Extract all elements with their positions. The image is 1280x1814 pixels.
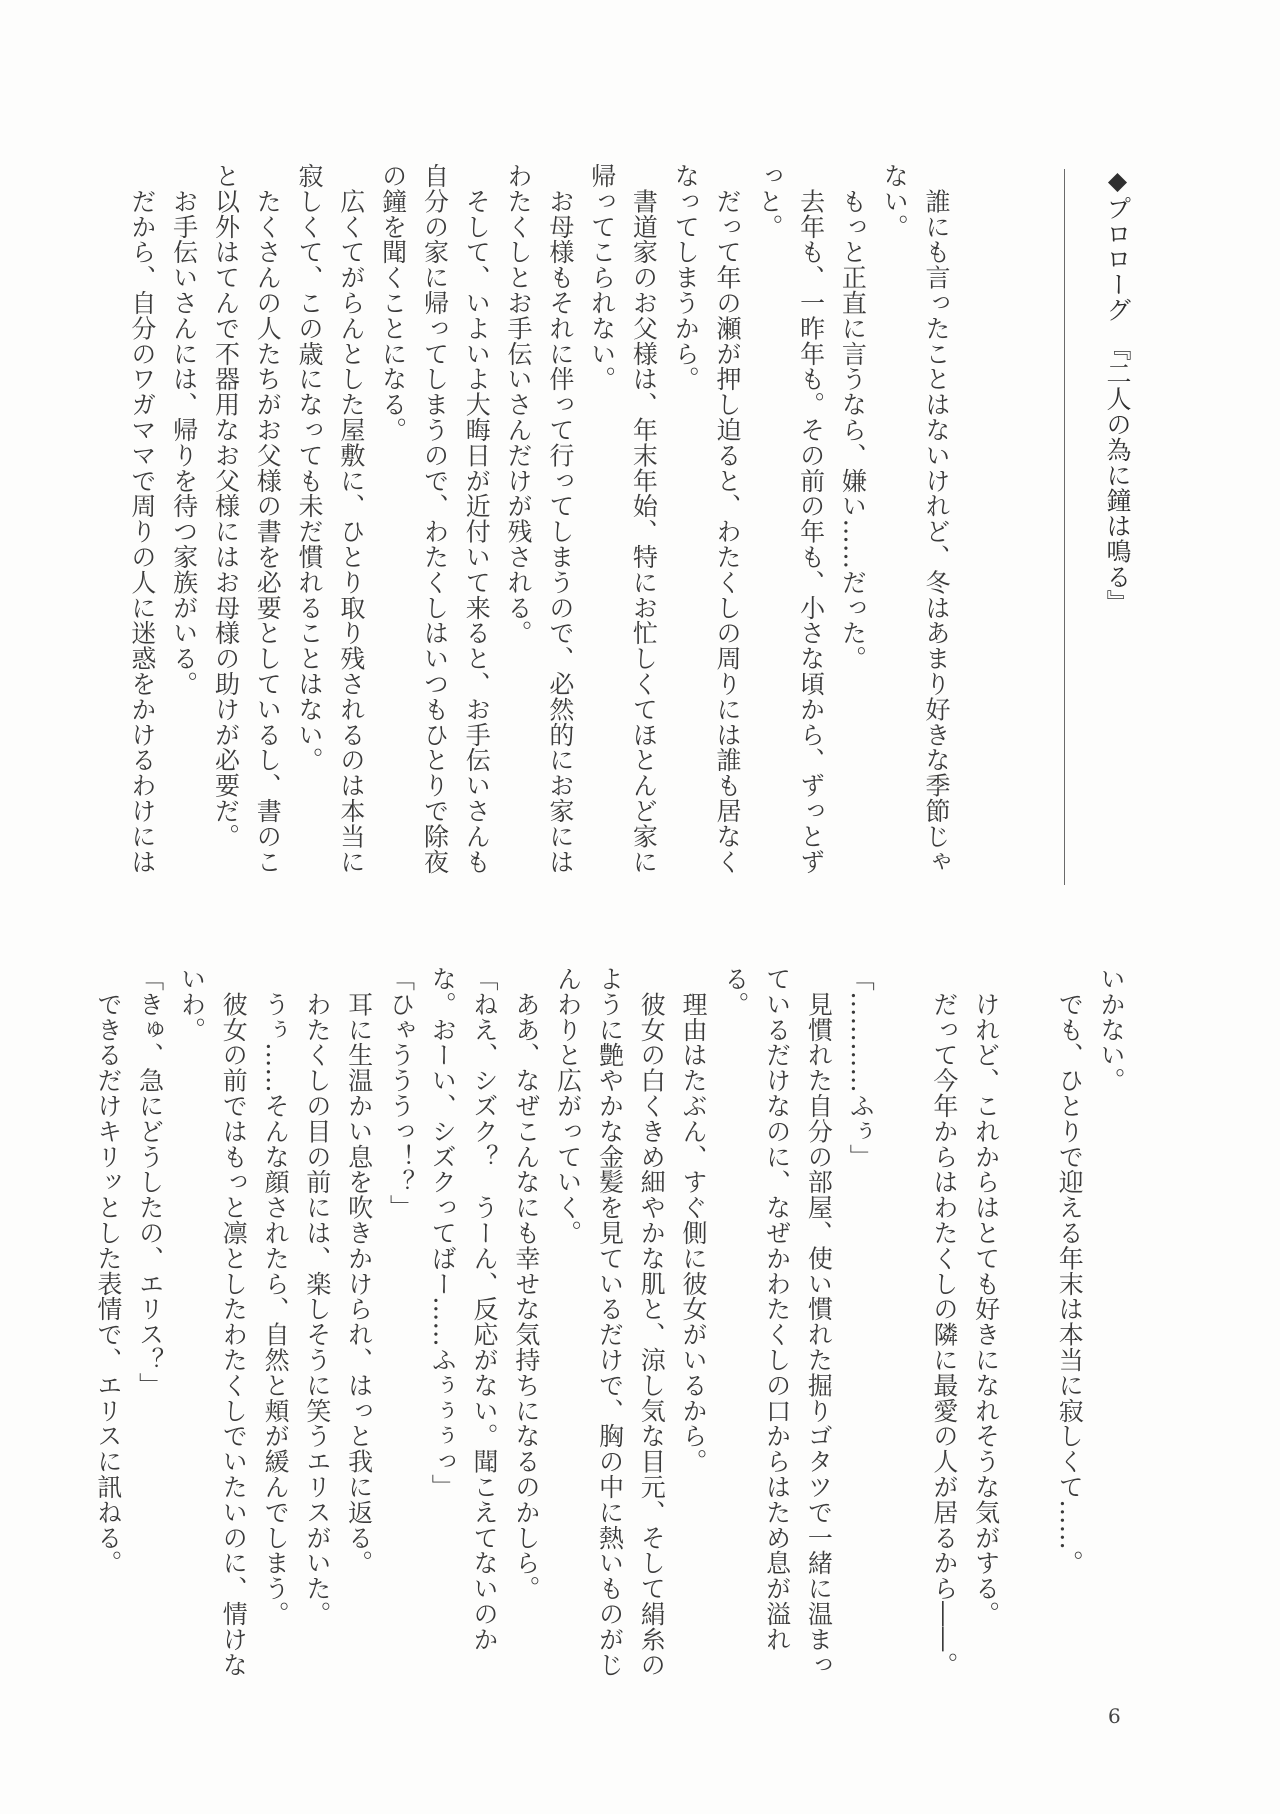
paragraph: 広くてがらんとした屋敷に、ひとり取り残されるのは本当に寂しくて、この歳になっても未だ慣れることはない。 [295, 163, 366, 875]
paragraph: 書道家のお父様は、年末年始、特にお忙しくてほとんど家に帰ってこられない。 [587, 163, 659, 875]
paragraph: わたくしの目の前には、楽しそうに笑うエリスがいた。 [302, 966, 332, 1627]
paragraph: うぅ……そんな顔されたら、自然と頬が緩んでしまう。 [261, 966, 291, 1627]
paragraph: 「きゅ、急にどうしたの、エリス？」 [135, 966, 165, 1398]
paragraph: たくさんの人たちがお父様の書を必要としているし、書のこと以外はてんで不器用なお父様にはお母様の助けが必要だ。 [211, 163, 283, 875]
paragraph: 「ひゃうううっ！？」 [386, 966, 416, 1220]
paragraph: 去年も、一昨年も。その前の年も、小さな頃から、ずっとずっと。 [754, 163, 826, 875]
paragraph: 誰にも言ったことはないけれど、冬はあまり好きな季節じゃない。 [880, 163, 951, 875]
paragraph: できるだけキリッとした表情で、エリスに訊ねる。 [93, 966, 123, 1576]
paragraph: だって年の瀬が押し迫ると、わたくしの周りには誰も居なくなってしまうから。 [671, 163, 743, 875]
body-text-lower [87, 966, 1132, 1680]
paragraph: もっと正直に言うなら、嫌い……だった。 [838, 163, 868, 671]
body-text-upper [121, 163, 957, 877]
paragraph: だって今年からはわたくしの隣に最愛の人が居るから――。 [929, 966, 959, 1678]
paragraph: だから、自分のワガママで周りの人に迷惑をかけるわけには [127, 163, 157, 875]
paragraph: 「ねえ、シズク？ うーん、反応がない。聞こえてないのかな。おーい、シズクってばー……ふぅぅぅっ」 [428, 966, 500, 1652]
paragraph: 見慣れた自分の部屋、使い慣れた掘りゴタツで一緒に温まっているだけなのに、なぜかわたくしの口からはため息が溢れる。 [720, 966, 834, 1678]
page-number: 6 [1108, 1704, 1121, 1728]
paragraph: いかない。 [1097, 966, 1126, 1093]
paragraph: でも、ひとりで迎える年末は本当に寂しくて……。 [1055, 966, 1085, 1576]
paragraph: ああ、なぜこんなにも幸せな気持ちになるのかしら。 [511, 966, 541, 1601]
paragraph: お手伝いさんには、帰りを待つ家族がいる。 [169, 163, 199, 697]
heading-divider-rule [1064, 169, 1065, 885]
paragraph: そして、いよいよ大晦日が近付いて来ると、お手伝いさんも自分の家に帰ってしまうので、わたくしはいつもひとりで除夜の鐘を聞くことになる。 [378, 163, 492, 875]
paragraph: けれど、これからはとても好きになれそうな気がする。 [971, 966, 1001, 1627]
blank-line [1007, 966, 1049, 1680]
paragraph: 彼女の前ではもっと凛としたわたくしでいたいのに、情けないわ。 [177, 966, 249, 1678]
chapter-title: ◆プロローグ 『二人の為に鐘は鳴る』 [1103, 166, 1132, 615]
paragraph: 「…………ふぅ」 [846, 966, 876, 1170]
paragraph: お母様もそれに伴って行ってしまうので、必然的にお家にはわたくしとお手伝いさんだけが残される。 [504, 163, 575, 875]
paragraph: 彼女の白くきめ細やかな肌と、涼し気な目元、そして絹糸のように艶やかな金髪を見ているだけで、胸の中に熱いものがじんわりと広がっていく。 [553, 966, 667, 1678]
chapter-heading [1096, 166, 1138, 880]
paragraph: 理由はたぶん、すぐ側に彼女がいるから。 [679, 966, 709, 1474]
blank-line [881, 966, 923, 1680]
paragraph: 耳に生温かい息を吹きかけられ、はっと我に返る。 [344, 966, 374, 1576]
